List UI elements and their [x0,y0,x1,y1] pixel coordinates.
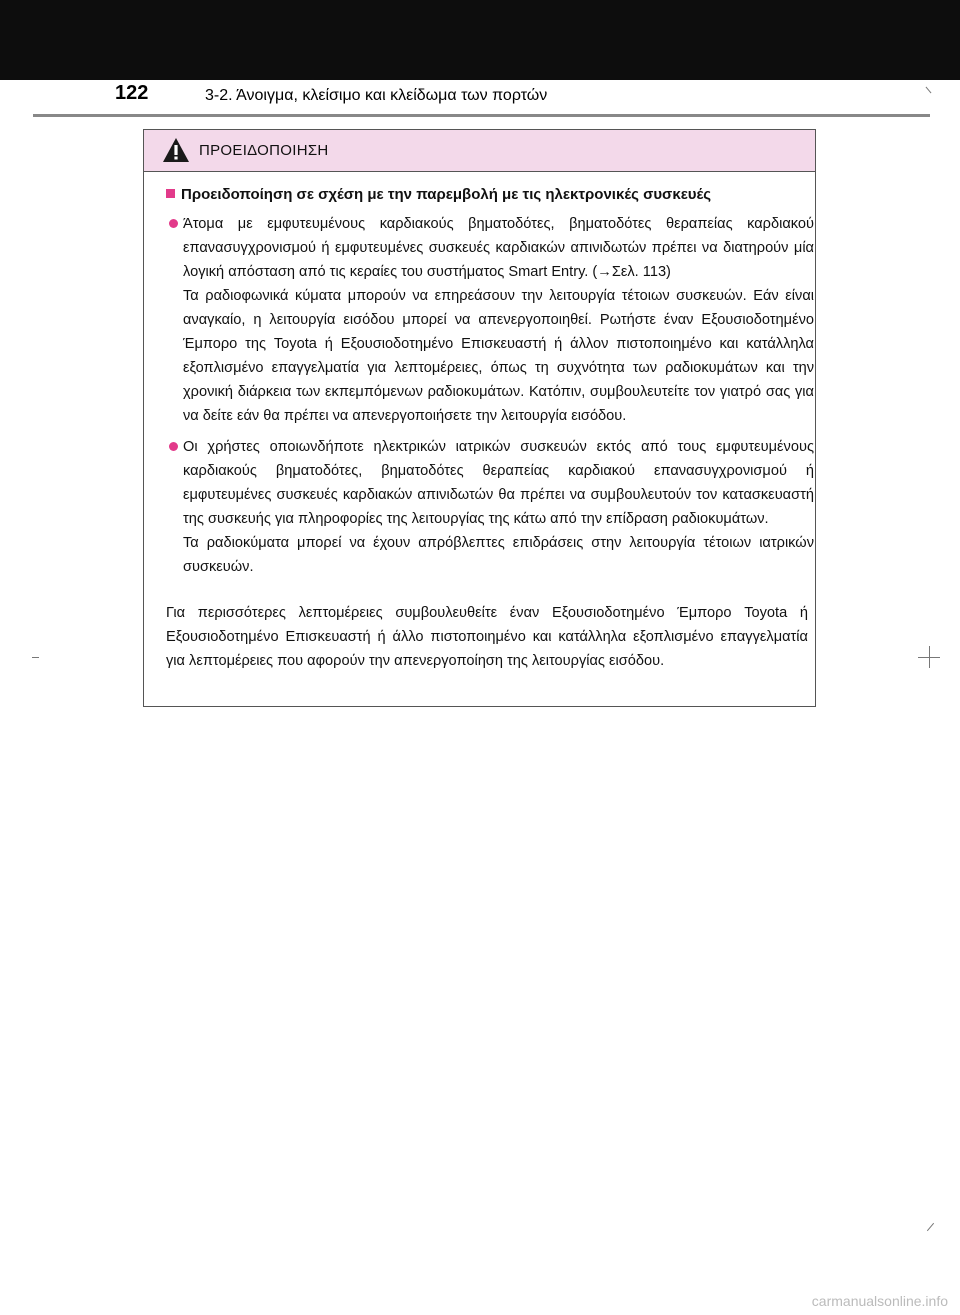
crop-mark [927,1223,934,1231]
page-number: 122 [115,82,149,104]
closing-paragraph: Για περισσότερες λεπτομέρειες συμβουλευθείτε έναν Εξουσιοδοτημένο Έμπορο Toyota ή Εξουσιοδοτημένο Επισκευαστή ή άλλο πιστοποιημένο και κατάλληλα εξοπλισμένο επαγγελματία για λεπτομέρειες που αφορούν την απενεργοποίηση της λειτουργίας εισόδου. [166,605,808,669]
header-divider [33,114,930,117]
list-item [166,212,814,428]
square-bullet-icon [166,189,175,198]
crop-mark [926,87,932,94]
item-paragraph: Οι χρήστες οποιωνδήποτε ηλεκτρικών ιατρικών συσκευών εκτός από τους εμφυτευμένους καρδιακούς βηματοδότες, βηματοδότες θεραπείας καρδιακού επανασυγχρονισμού ή εμφυτευμένες συσκευές καρδιακών απινιδωτών θα πρέπει να συμβουλευτούν τον κατασκευαστή της συσκευής για πληροφορίες της λειτουργίας της κάτω από την επίδραση ραδιοκυμάτων. [183,439,814,527]
item-paragraph: Τα ραδιοφωνικά κύματα μπορούν να επηρεάσουν την λειτουργία τέτοιων συσκευών. Εάν είναι αναγκαίο, η λειτουργία εισόδου μπορεί να απενεργοποιηθεί. Ρωτήστε έναν Εξουσιοδοτημένο Έμπορο της Toyota ή Εξουσιοδοτημένο Επισκευαστή ή άλλον πιστοποιημένο και κατάλληλα εξοπλισμένο επαγγελματία για λεπτομέρειες, όπως τη συχνότητα των ραδιοκυμάτων και την χρονική διάρκεια των εκπεμπόμενων ραδιοκυμάτων. Κατόπιν, συμβουλευτείτε τον γιατρό σας για να δείτε εάν θα πρέπει να απενεργοποιήσετε την λειτουργία εισόδου. [183,288,814,424]
watermark: carmanualsonline.info [811,1293,948,1309]
warning-heading [166,186,711,203]
crop-mark [929,646,930,668]
warning-triangle-icon [162,137,190,163]
list-item [166,435,814,579]
item-paragraph: Τα ραδιοκύματα μπορεί να έχουν απρόβλεπτες επιδράσεις στην λειτουργία τέτοιων ιατρικών συσκευών. [183,535,814,575]
item-paragraph: Άτομα με εμφυτευμένους καρδιακούς βηματοδότες, βηματοδότες θεραπείας καρδιακού επανασυγχρονισμού ή εμφυτευμένες συσκευές καρδιακών απινιδωτών πρέπει να διατηρούν μία λογική απόσταση από τις κεραίες του συστήματος Smart Entry. (→Σελ. 113) [183,216,814,280]
bullet-dot-icon [169,219,178,228]
warning-header [144,130,815,172]
bullet-dot-icon [169,442,178,451]
section-title: 3-2. Άνοιγμα, κλείσιμο και κλείδωμα των πορτών [205,87,548,104]
warning-heading-text: Προειδοποίηση σε σχέση με την παρεμβολή με τις ηλεκτρονικές συσκευές [181,186,712,203]
crop-mark [32,657,39,658]
top-black-bar [0,0,960,80]
warning-box [143,129,816,707]
warning-title: ΠΡΟΕΙΔΟΠΟΙΗΣΗ [199,142,329,159]
